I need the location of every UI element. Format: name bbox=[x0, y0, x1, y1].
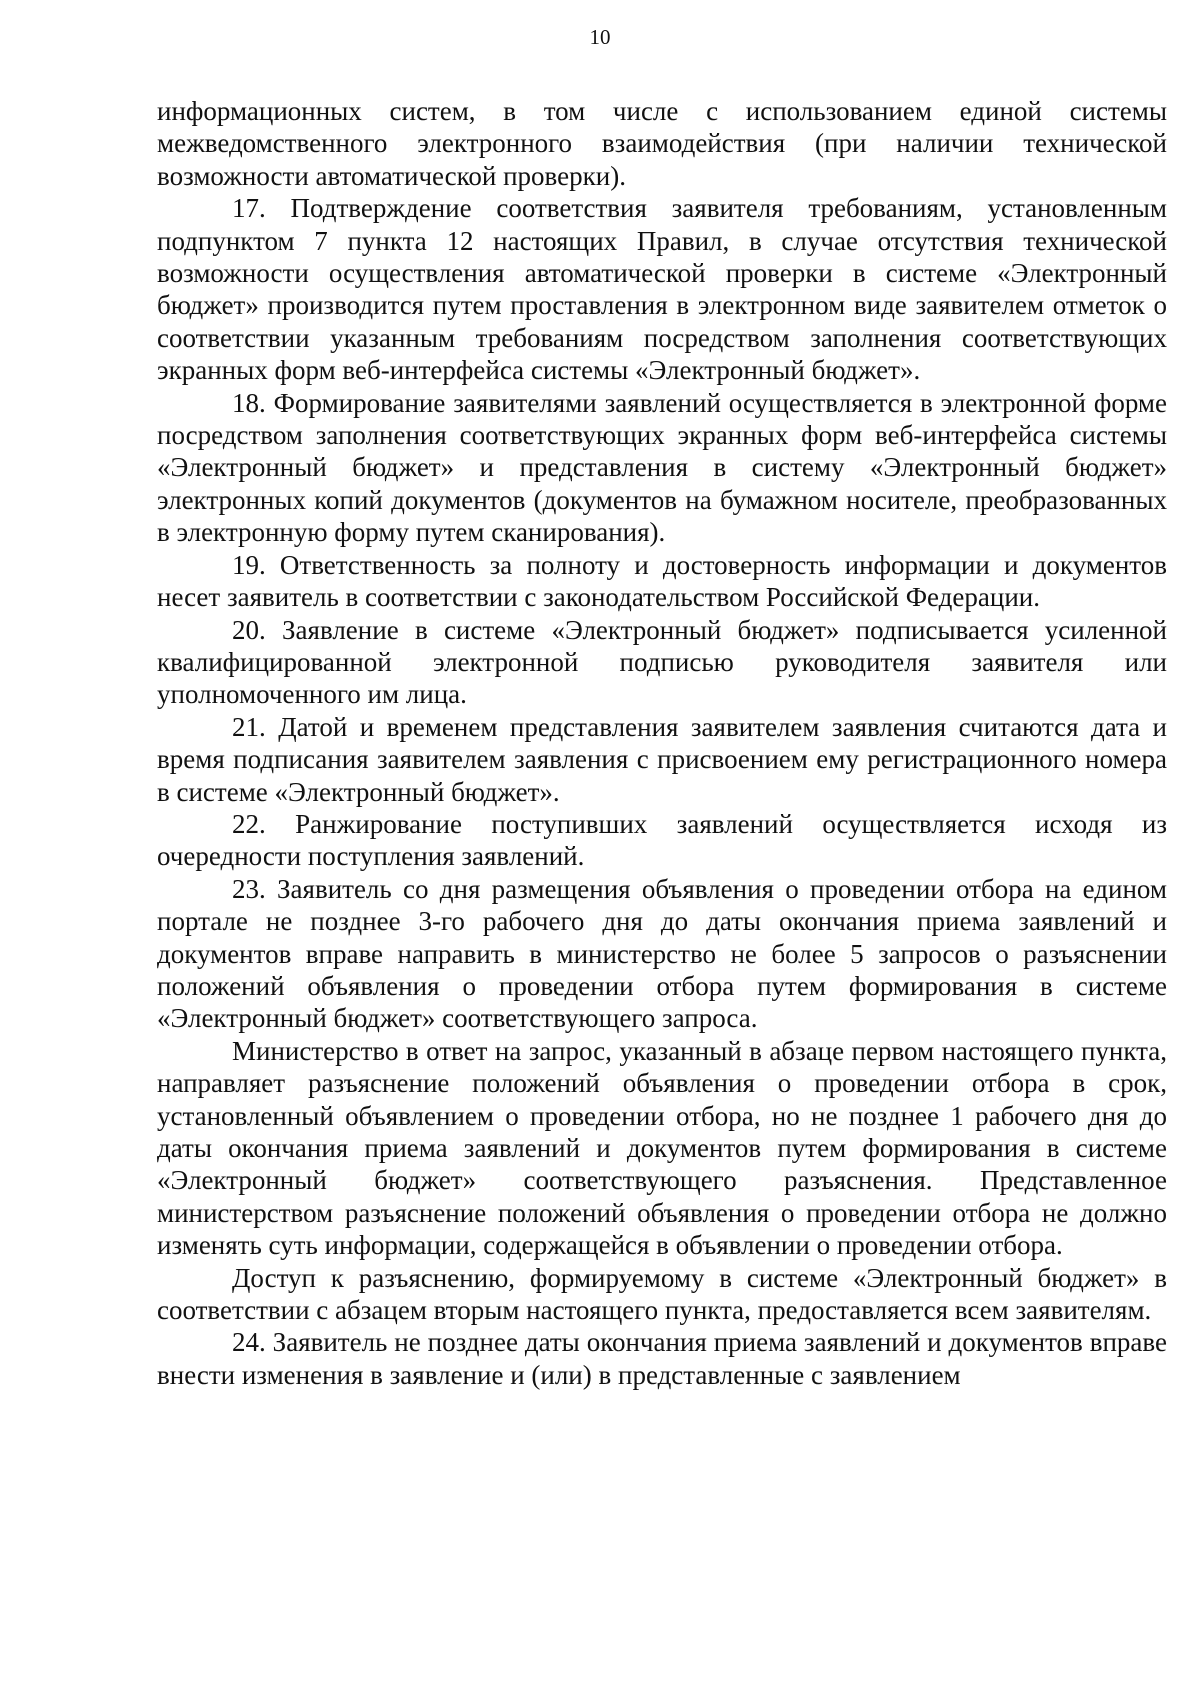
paragraph-23-abzac-2: Министерство в ответ на запрос, указанный в абзаце первом настоящего пункта, направляет разъяснение положений объявления о проведении отбора в срок, установленный объявлением о проведении отбора, но не позднее 1 рабочего дня до даты окончания приема заявлений и документов путем формирования в системе «Электронный бюджет» соответствующего разъяснения. Представленное министерством разъяснение положений объявления о проведении отбора не должно изменять суть информации, содержащейся в объявлении о проведении отбора. bbox=[157, 1035, 1167, 1261]
paragraph-24: 24. Заявитель не позднее даты окончания приема заявлений и документов вправе внести изменения в заявление и (или) в представленные с заявлением bbox=[157, 1327, 1167, 1390]
paragraph-20: 20. Заявление в системе «Электронный бюджет» подписывается усиленной квалифицированной электронной подписью руководителя заявителя или уполномоченного им лица. bbox=[157, 614, 1167, 710]
paragraph-19: 19. Ответственность за полноту и достоверность информации и документов несет заявитель в соответствии с законодательством Российской Федерации. bbox=[157, 549, 1167, 613]
paragraph-17: 17. Подтверждение соответствия заявителя требованиям, установленным подпунктом 7 пункта 12 настоящих Правил, в случае отсутствия технической возможности осуществления автоматической проверки в системе «Электронный бюджет» производится путем проставления в электронном виде заявителем отметок о соответствии указанным требованиям посредством заполнения соответствующих экранных форм веб-интерфейса системы «Электронный бюджет». bbox=[157, 193, 1167, 386]
paragraph-23-abzac-3: Доступ к разъяснению, формируемому в системе «Электронный бюджет» в соответствии с абзацем вторым настоящего пункта, предоставляется всем заявителям. bbox=[157, 1262, 1167, 1326]
paragraph-23: 23. Заявитель со дня размещения объявления о проведении отбора на едином портале не позднее 3-го рабочего дня до даты окончания приема заявлений и документов вправе направить в министерство не более 5 запросов о разъяснении положений объявления о проведении отбора путем формирования в системе «Электронный бюджет» соответствующего запроса. bbox=[157, 873, 1167, 1034]
paragraph-continuation: информационных систем, в том числе с использованием единой системы межведомственного электронного взаимодействия (при наличии технической возможности автоматической проверки). bbox=[157, 96, 1167, 191]
paragraph-18: 18. Формирование заявителями заявлений осуществляется в электронной форме посредством заполнения соответствующих экранных форм веб-интерфейса системы «Электронный бюджет» и представления в систему «Электронный бюджет» электронных копий документов (документов на бумажном носителе, преобразованных в электронную форму путем сканирования). bbox=[157, 387, 1167, 548]
page-number: 10 bbox=[589, 25, 611, 49]
paragraph-21: 21. Датой и временем представления заявителем заявления считаются дата и время подписания заявителем заявления с присвоением ему регистрационного номера в системе «Электронный бюджет». bbox=[157, 711, 1167, 807]
document-body bbox=[157, 95, 1167, 1391]
paragraph-22: 22. Ранжирование поступивших заявлений осуществляется исходя из очередности поступления заявлений. bbox=[157, 808, 1167, 872]
